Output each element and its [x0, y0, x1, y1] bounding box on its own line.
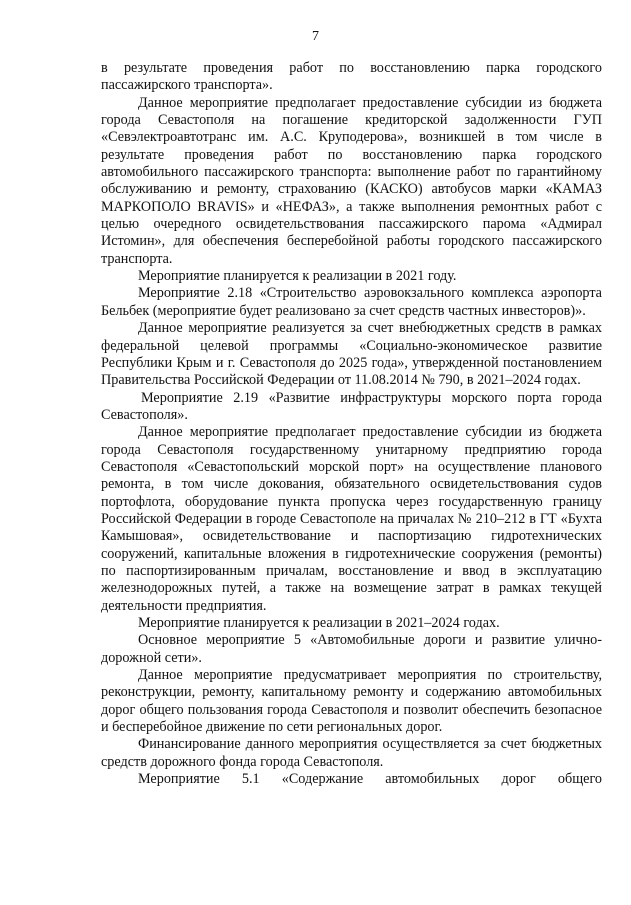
paragraph: в результате проведения работ по восстановлению парка городского пассажирского транспорта».	[101, 60, 602, 94]
paragraph: Мероприятие 2.18 «Строительство аэровокзального комплекса аэропорта Бельбек (мероприятие будет реализовано за счет средств частных инвесторов)».	[101, 285, 602, 319]
paragraph: Основное мероприятие 5 «Автомобильные дороги и развитие улично-дорожной сети».	[101, 632, 602, 666]
paragraph: Данное мероприятие реализуется за счет внебюджетных средств в рамках федеральной целевой программы «Социально-экономическое развитие Республики Крым и г. Севастополя до 2025 года», утвержденной постановлением Правительства Российской Федерации от 11.08.2014 № 790, в 2021–2024 годах.	[101, 320, 602, 389]
page-number: 7	[312, 29, 319, 44]
paragraph: Финансирование данного мероприятия осуществляется за счет бюджетных средств дорожного фонда города Севастополя.	[101, 736, 602, 770]
paragraph: Мероприятие 2.19 «Развитие инфраструктуры морского порта города Севастополя».	[101, 389, 602, 423]
paragraph-continued: Мероприятие 5.1 «Содержание автомобильных дорог общего	[138, 771, 602, 788]
paragraph: Данное мероприятие предполагает предоставление субсидии из бюджета города Севастополя на погашение кредиторской задолженности ГУП «Севэлектроавтотранс им. А.С. Круподерова», возникшей в том числе в результате проведения работ по восстановлению парка городского автомобильного пассажирского транспорта: выполнение работ по гарантийному обслуживанию и ремонту, страхованию (КАСКО) автобусов марки «КАМАЗ МАРКОПОЛО BRAVIS» и «НЕФАЗ», а также выполнения ремонтных работ с целью очередного освидетельствования пассажирского парома «Адмирал Истомин», для обеспечения бесперебойной работы городского пассажирского транспорта.	[101, 94, 602, 267]
paragraph: Мероприятие планируется к реализации в 2021 году.	[138, 268, 457, 285]
paragraph: Мероприятие планируется к реализации в 2021–2024 годах.	[138, 615, 500, 631]
document-body	[101, 60, 602, 788]
paragraph: Данное мероприятие предусматривает мероприятия по строительству, реконструкции, ремонту, капитальному ремонту и содержанию автомобильных дорог общего пользования города Севастополя и позволит обеспечить безопасное и бесперебойное движение по сети региональных дорог.	[101, 667, 602, 736]
paragraph: Данное мероприятие предполагает предоставление субсидии из бюджета города Севастополя государственному унитарному предприятию города Севастополя «Севастопольский морской порт» на осуществление планового ремонта, в том числе докования, обязательного освидетельствования судов портофлота, оборудование пункта пропуска через государственную границу Российской Федерации в городе Севастополе на причалах № 210–212 в ГТ «Бухта Камышовая», освидетельствование и паспортизацию гидротехнических сооружений, капитальные вложения в гидротехнические сооружения (ремонты) по паспортизированным причалам, восстановление и ввод в эксплуатацию железнодорожных путей, а также на возмещение затрат в рамках текущей деятельности предприятия.	[101, 424, 602, 614]
